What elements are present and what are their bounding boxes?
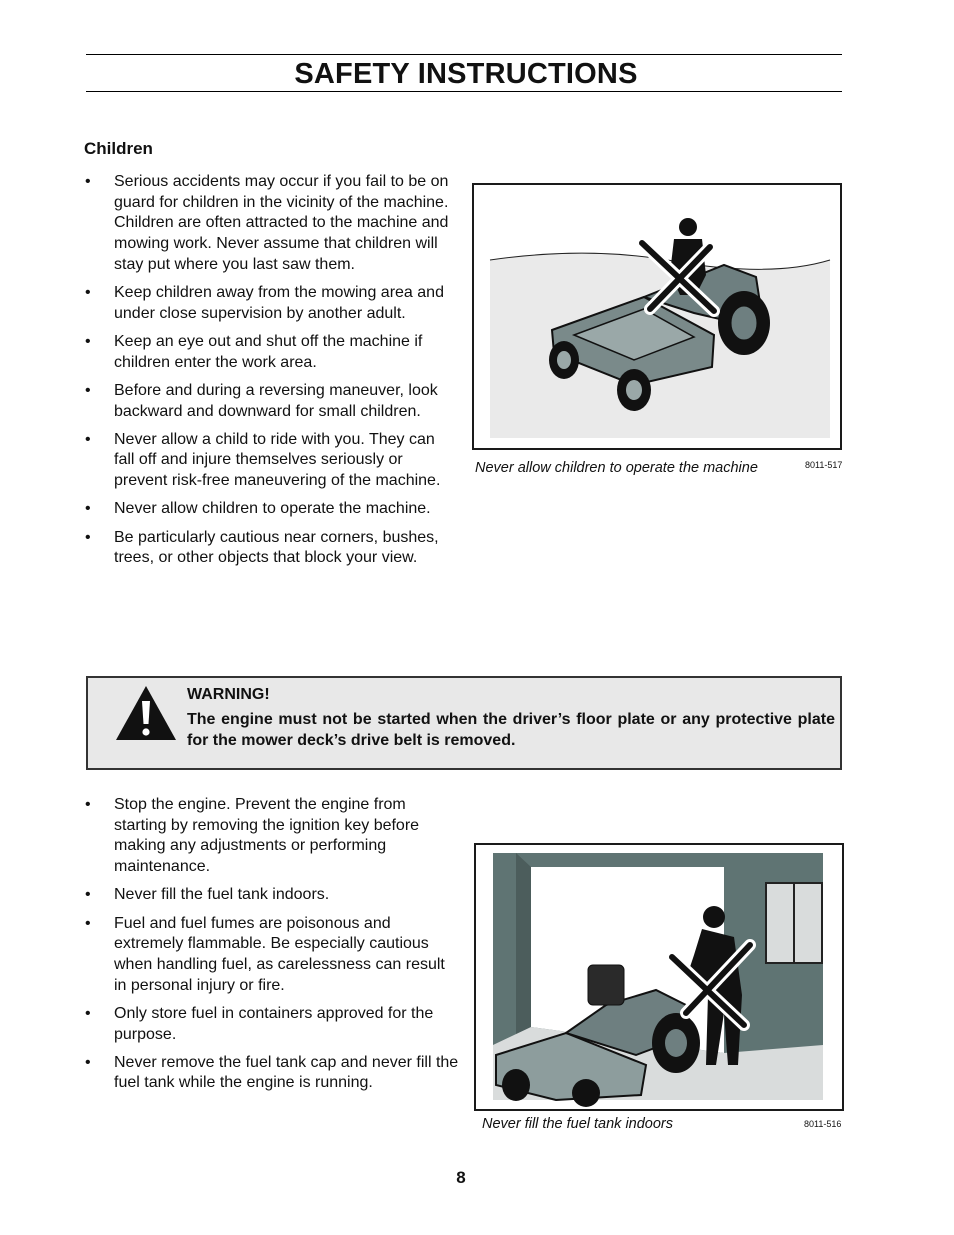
- section-heading-children: Children: [84, 139, 153, 158]
- list-item: • Never allow children to operate the machine.: [84, 499, 459, 520]
- header-top-rule: [86, 54, 842, 55]
- refuel-indoors-prohibited-illustration: [476, 845, 842, 1109]
- warning-triangle-icon: [114, 684, 178, 742]
- page-title: SAFETY INSTRUCTIONS: [294, 58, 638, 90]
- figure-caption: Never fill the fuel tank indoors: [482, 1116, 674, 1132]
- warning-box: [86, 676, 842, 770]
- list-item: • Keep an eye out and shut off the machine if children enter the work area.: [84, 332, 459, 373]
- list-item: • Keep children away from the mowing area and under close supervision by another adult.: [84, 283, 459, 324]
- figure-child-operating-mower: [472, 183, 842, 450]
- figure-code: 8011-517: [805, 460, 843, 470]
- list-item: • Be particularly cautious near corners, bushes, trees, or other objects that block your view.: [84, 528, 459, 569]
- warning-heading: WARNING!: [187, 686, 270, 703]
- list-item: • Fuel and fuel fumes are poisonous and extremely flammable. Be especially cautious when handling fuel, as carelessness can result in personal injury or fire.: [84, 914, 459, 997]
- page-number: 8: [456, 1168, 466, 1187]
- list-item: • Before and during a reversing maneuver, look backward and downward for small children.: [84, 381, 459, 422]
- fuel-bullet-list: [84, 795, 459, 1102]
- header-bottom-rule: [86, 91, 842, 92]
- list-item: • Stop the engine. Prevent the engine from starting by removing the ignition key before making any adjustments or performing maintenance.: [84, 795, 459, 878]
- list-item: • Never remove the fuel tank cap and never fill the fuel tank while the engine is running.: [84, 1053, 459, 1094]
- warning-text: The engine must not be started when the driver’s floor plate or any protective plate for the mower deck’s drive belt is removed.: [187, 711, 835, 749]
- list-item: • Never allow a child to ride with you. They can fall off and injure themselves seriously or prevent risk-free maneuvering of the machine.: [84, 430, 459, 492]
- list-item: • Only store fuel in containers approved for the purpose.: [84, 1004, 459, 1045]
- children-bullet-list: [84, 172, 459, 576]
- figure-code: 8011-516: [804, 1119, 842, 1129]
- list-item: • Never fill the fuel tank indoors.: [84, 885, 459, 906]
- figure-refuel-indoors: [474, 843, 844, 1111]
- figure-caption: Never allow children to operate the machine: [475, 460, 758, 476]
- child-on-mower-prohibited-illustration: [474, 185, 840, 448]
- list-item: • Serious accidents may occur if you fail to be on guard for children in the vicinity of the machine. Children are often attracted to the machine and mowing work. Never assume that children will stay put where you last saw them.: [84, 172, 459, 276]
